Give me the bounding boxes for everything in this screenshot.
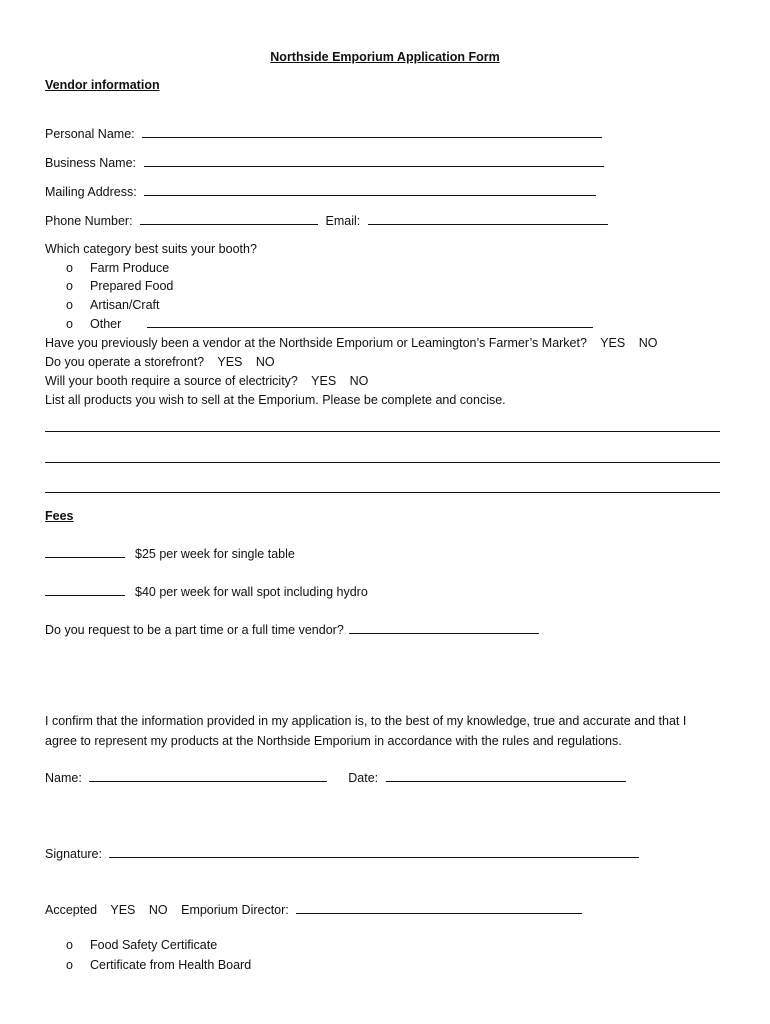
parttime-field[interactable] bbox=[349, 621, 539, 634]
bullet-icon: o bbox=[66, 317, 73, 331]
business-name-label: Business Name: bbox=[45, 156, 137, 170]
storefront-question: Do you operate a storefront? bbox=[45, 355, 205, 369]
form-title: Northside Emporium Application Form bbox=[270, 50, 500, 64]
bullet-icon: o bbox=[66, 279, 73, 293]
previous-vendor-yes[interactable]: YES bbox=[600, 336, 626, 350]
parttime-question: Do you request to be a part time or a full time vendor? bbox=[45, 623, 344, 637]
category-option-artisan-craft[interactable] bbox=[66, 297, 159, 313]
storefront-no[interactable]: NO bbox=[255, 355, 275, 369]
email-label: Email: bbox=[325, 214, 361, 228]
category-label: Other bbox=[90, 317, 122, 331]
business-name-field[interactable] bbox=[144, 154, 604, 167]
phone-number-field[interactable] bbox=[140, 212, 318, 225]
products-prompt: List all products you wish to sell at the Emporium. Please be complete and concise. bbox=[45, 393, 506, 407]
bullet-icon: o bbox=[66, 938, 73, 952]
parttime-row bbox=[45, 621, 543, 638]
signature-row bbox=[45, 845, 643, 862]
category-option-farm-produce[interactable] bbox=[66, 260, 169, 276]
certificate-label: Food Safety Certificate bbox=[90, 938, 218, 952]
electricity-question: Will your booth require a source of electricity? bbox=[45, 374, 298, 388]
signature-field[interactable] bbox=[109, 845, 639, 858]
confirm-text-line-2: agree to represent my products at the Northside Emporium in accordance with the rules and regulations. bbox=[45, 734, 622, 748]
fee-wall-field[interactable] bbox=[45, 583, 125, 596]
category-label: Farm Produce bbox=[90, 261, 170, 275]
name-label: Name: bbox=[45, 771, 82, 785]
personal-name-row bbox=[45, 125, 606, 142]
category-label: Artisan/Craft bbox=[90, 298, 160, 312]
category-option-other[interactable] bbox=[66, 315, 597, 332]
mailing-address-row bbox=[45, 183, 600, 200]
certificate-item-health-board bbox=[66, 957, 251, 973]
storefront-row bbox=[45, 354, 275, 370]
storefront-yes[interactable]: YES bbox=[217, 355, 243, 369]
date-label: Date: bbox=[348, 771, 379, 785]
products-line-1[interactable] bbox=[45, 431, 720, 432]
date-field[interactable] bbox=[386, 769, 626, 782]
signature-label: Signature: bbox=[45, 847, 102, 861]
certificate-label: Certificate from Health Board bbox=[90, 958, 252, 972]
other-category-field[interactable] bbox=[147, 315, 593, 328]
previous-vendor-row bbox=[45, 335, 657, 351]
fee-table-field[interactable] bbox=[45, 545, 125, 558]
certificate-item-food-safety bbox=[66, 937, 217, 953]
accepted-no[interactable]: NO bbox=[148, 903, 168, 917]
business-name-row bbox=[45, 154, 608, 171]
category-question: Which category best suits your booth? bbox=[45, 242, 257, 256]
category-option-prepared-food[interactable] bbox=[66, 278, 173, 294]
fee-label: $25 per week for single table bbox=[135, 547, 295, 561]
vendor-section-heading: Vendor information bbox=[45, 78, 160, 92]
director-field[interactable] bbox=[296, 901, 582, 914]
phone-number-label: Phone Number: bbox=[45, 214, 133, 228]
previous-vendor-no[interactable]: NO bbox=[638, 336, 658, 350]
electricity-row bbox=[45, 373, 368, 389]
mailing-address-label: Mailing Address: bbox=[45, 185, 137, 199]
mailing-address-field[interactable] bbox=[144, 183, 596, 196]
confirm-text-line-1: I confirm that the information provided in my application is, to the best of my knowledge, true and accurate and that I bbox=[45, 714, 687, 728]
products-line-3[interactable] bbox=[45, 492, 720, 493]
bullet-icon: o bbox=[66, 261, 73, 275]
email-field[interactable] bbox=[368, 212, 608, 225]
phone-email-row bbox=[45, 212, 612, 229]
products-line-2[interactable] bbox=[45, 462, 720, 463]
fees-heading: Fees bbox=[45, 509, 74, 523]
electricity-yes[interactable]: YES bbox=[311, 374, 337, 388]
fee-label: $40 per week for wall spot including hydro bbox=[135, 585, 368, 599]
name-date-row bbox=[45, 769, 630, 786]
accepted-label: Accepted bbox=[45, 903, 98, 917]
bullet-icon: o bbox=[66, 298, 73, 312]
accepted-row bbox=[45, 901, 586, 918]
fee-option-table bbox=[45, 545, 295, 562]
fee-option-wall bbox=[45, 583, 368, 600]
previous-vendor-question: Have you previously been a vendor at the Northside Emporium or Leamington’s Farmer’s Market? bbox=[45, 336, 587, 350]
bullet-icon: o bbox=[66, 958, 73, 972]
category-label: Prepared Food bbox=[90, 279, 174, 293]
electricity-no[interactable]: NO bbox=[349, 374, 369, 388]
accepted-yes[interactable]: YES bbox=[110, 903, 136, 917]
personal-name-field[interactable] bbox=[142, 125, 602, 138]
name-field[interactable] bbox=[89, 769, 327, 782]
director-label: Emporium Director: bbox=[181, 903, 289, 917]
personal-name-label: Personal Name: bbox=[45, 127, 135, 141]
